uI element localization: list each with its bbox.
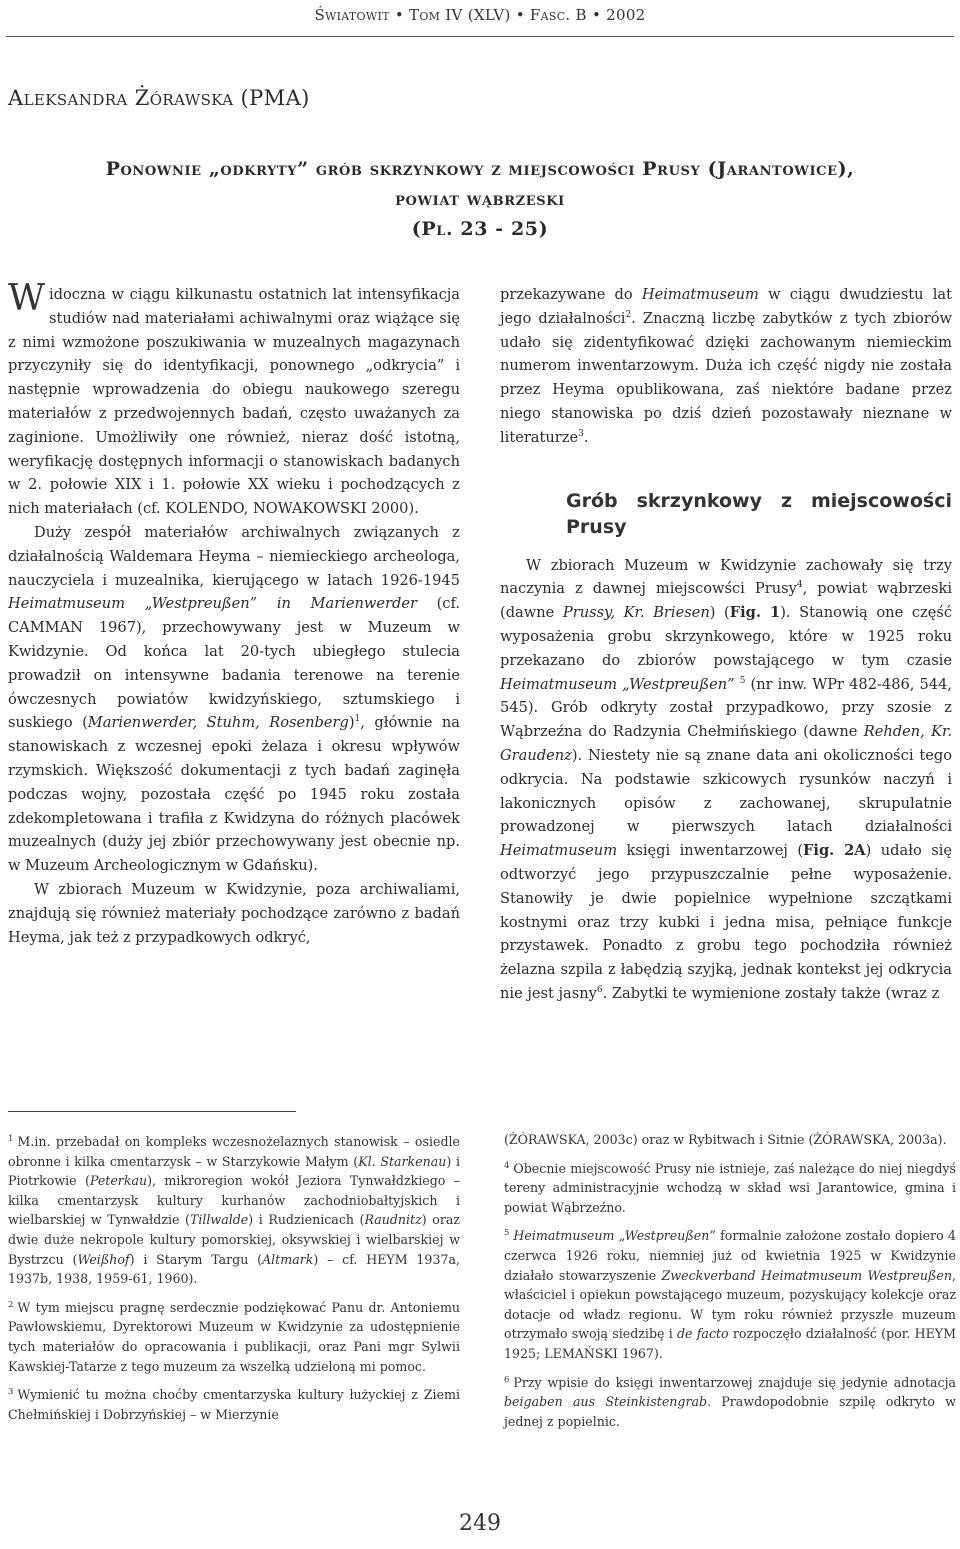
header-rule	[6, 36, 954, 37]
footnote: $^4$ Obecnie miejscowość Prusy nie istnieje, zaś należące do niej niegdyś tereny administracyjnie wchodzą w skład wsi Jarantowice, gmina i powiat Wąbrzeźno.	[504, 1160, 956, 1215]
title-line-3: (Pl. 23 - 25)	[411, 218, 549, 240]
footnote: $^1$ M.in. przebadał on kompleks wczesnożelaznych stanowisk – osiedle obronne i kilka cmentarzysk – w Starzykowie Małym (Kl. Starkenau) i Piotrkowie (Peterkau), mikroregion wokół Jeziora Tynwałdzkiego – kilka cmentarzysk kultury kurhanów zachodniobałtyjskich i wielbarskiej w Tynwałdzie (Tillwalde) i Rudzienicach (Raudnitz) oraz dwie duże nekropole kultury pomorskiej, oksywskiej i wielbarskiej w Bystrzcu (Weißhof) i Starym Targu (Altmark) – cf. HEYM 1937a, 1937b, 1938, 1959-61, 1960).	[8, 1134, 461, 1287]
drop-cap: W	[8, 278, 46, 319]
body-column-right	[500, 283, 952, 1006]
paragraph: W zbiorach Muzeum w Kwidzynie, poza archiwaliami, znajdują się również materiały pochodzące zarówno z badań Heyma, jak też z przypadkowych odkryć,	[8, 880, 460, 946]
body-column-left	[8, 278, 460, 949]
footnotes-left	[8, 1130, 460, 1431]
running-header: Światowit • Tom IV (XLV) • Fasc. B • 2002	[314, 6, 646, 24]
footnotes-right	[504, 1130, 956, 1438]
paragraph: przekazywane do Heimatmuseum w ciągu dwudziestu lat jego działalności$^2$. Znaczną liczbę zabytków z tych zbiorów udało się zidentyfikować dzięki zachowanym niemieckim numerom inwentarzowym. Duża ich część nigdy nie została przez Heyma opublikowana, zaś niektóre badane przez niego stanowiska po dziś dzień pozostawały nieznane w literaturze$^3$.	[500, 286, 952, 446]
footnote: $^6$ Przy wpisie do księgi inwentarzowej znajduje się jedynie adnotacja beigaben aus Steinkistengrab. Prawdopodobnie szpilę odkryto w jednej z popielnic.	[504, 1374, 956, 1429]
figure-ref[interactable]: Fig. 1	[729, 604, 781, 622]
footnote: (ŻÓRAWSKA, 2003c) oraz w Rybitwach i Sitnie (ŻÓRAWSKA, 2003a).	[504, 1132, 947, 1147]
figure-ref[interactable]: Fig. 2A	[803, 842, 866, 860]
article-author: Aleksandra Żórawska (PMA)	[8, 86, 310, 110]
footnote-ref[interactable]: 2	[625, 309, 632, 320]
article-title	[8, 154, 952, 244]
footnote-ref[interactable]: 4	[796, 580, 803, 591]
footnote-ref[interactable]: 5	[739, 675, 746, 686]
title-line-2: powiat wąbrzeski	[395, 188, 565, 210]
footnote-ref[interactable]: 1	[354, 714, 361, 725]
footnote-ref[interactable]: 3	[578, 428, 584, 439]
paragraph: W zbiorach Muzeum w Kwidzynie zachowały się trzy naczynia z dawnej miejscowści Prusy$^4$, powiat wąbrzeski (dawne Prussy, Kr. Briesen) (Fig. 1). Stanowią one część wyposażenia grobu skrzynkowego, które w 1925 roku przekazano do zbiorów powstającego w tym czasie Heimatmuseum „Westpreußen” $^5$ (nr inw. WPr 482-486, 544, 545). Grób odkryty został przypadkowo, przy szosie z Wąbrzeźna do Radzynia Chełmińskiego (dawne Rehden, Kr. Graudenz). Niestety nie są znane data ani okoliczności tego odkrycia. Na podstawie szkicowych rysunków naczyń i lakonicznych opisów z zachowanej, skrupulatnie prowadzonej w pierwszych latach działalności Heimatmuseum księgi inwentarzowej (Fig. 2A) udało się odtworzyć jego przypuszczalnie pełne wyposażenie. Stanowiły je dwie popielnice wypełnione szczątkami kostnymi oraz trzy kubki i jedna misa, pełniące funkcje przystawek. Ponadto z grobu tego pochodziła również żelazna szpila z łabędzią szyjką, jednak kontekst jej odkrycia nie jest jasny$^6$. Zabytki te wymienione zostały także (wraz z	[500, 556, 953, 1002]
footnote: $^5$ Heimatmuseum „Westpreußen” formalnie założone zostało dopiero 4 czerwca 1926 roku, niemniej już od kwietnia 1925 w Kwidzynie działało stowarzyszenie Zweckverband Heimatmuseum Westpreußen, właściciel i opiekun powstającego muzeum, pozyskujący kolekcje oraz dotacje od władz regionu. W tym roku również przyszłe muzeum otrzymało swoją siedzibę i de facto rozpoczęło działalność (por. HEYM 1925; LEMAŃSKI 1967).	[504, 1228, 956, 1361]
footnote-ref[interactable]: 6	[596, 985, 603, 996]
section-heading: Grób skrzynkowy z miejscowości Prusy	[566, 489, 952, 538]
page-number: 249	[459, 1511, 501, 1536]
paragraph: Duży zespół materiałów archiwalnych związanych z działalnością Waldemara Heyma – niemieckiego archeologa, nauczyciela i muzealnika, kierującego w latach 1926-1945 Heimatmuseum „Westpreußen” in Marienwerder (cf. CAMMAN 1967), przechowywany jest w Muzeum w Kwidzynie. Od końca lat 20-tych ubiegłego stulecia prowadził on intensywne badania terenowe na terenie ówczesnych powiatów kwidzyńskiego, sztumskiego i suskiego (Marienwerder, Stuhm, Rosenberg)$^1$, głównie na stanowiskach z wczesnej epoki żelaza i okresu wpływów rzymskich. Większość dokumentacji z tych badań zaginęła podczas wojny, pozostała część po 1945 roku została zdekompletowana i trafiła z Kwidzyna do różnych placówek muzealnych (duży jej zbiór przechowywany jest obecnie np. w Muzeum Archeologicznym w Gdańsku).	[8, 523, 460, 875]
paragraph: Widoczna w ciągu kilkunastu ostatnich lat intensyfikacja studiów nad materiałami achiwalnymi oraz wiążące się z nimi wzmożone poszukiwania w muzealnych magazynach przyczyniły się do identyfikacji, ponownego „odkrycia” i następnie wprowadzenia do obiegu naukowego szeregu materiałów z przedwojennych badań, często uważanych za zaginione. Umożliwiły one również, nieraz dość istotną, weryfikację dostępnych informacji o stanowiskach badanych w 2. połowie XIX i 1. połowie XX wieku i pochodzących z nich materiałach (cf. KOLENDO, NOWAKOWSKI 2000).	[8, 278, 460, 518]
footnote: $^2$ W tym miejscu pragnę serdecznie podziękować Panu dr. Antoniemu Pawłowskiemu, Dyrektorowi Muzeum w Kwidzynie za udostępnienie tych materiałów do opracowania i publikacji, oraz Pani mgr Sylwii Kawskiej-Tatarze z tego muzeum za wszelką udzieloną mi pomoc.	[8, 1299, 460, 1374]
title-line-1: Ponownie „odkryty” grób skrzynkowy z miejscowości Prusy (Jarantowice),	[105, 158, 855, 180]
footnote-rule	[8, 1111, 296, 1112]
footnote: $^3$ Wymienić tu można choćby cmentarzyska kultury łużyckiej z Ziemi Chełmińskiej i Dobrzyńskiej – w Mierzynie	[8, 1387, 460, 1422]
